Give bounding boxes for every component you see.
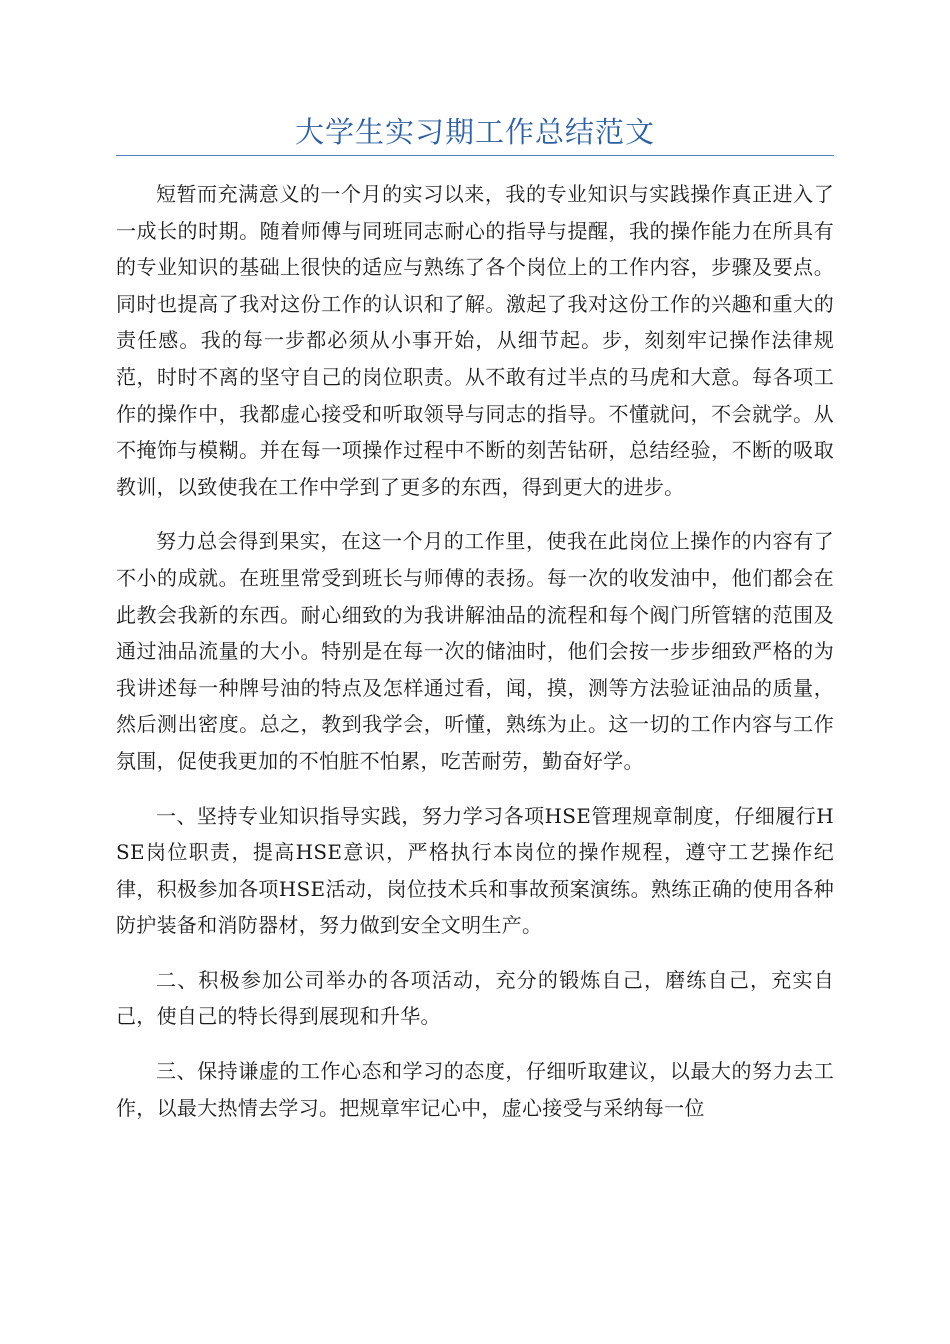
paragraph-3: 一、坚持专业知识指导实践，努力学习各项HSE管理规章制度，仔细履行HSE岗位职责，提高HSE意识，严格执行本岗位的操作规程，遵守工艺操作纪律，积极参加各项HSE活动，岗位技术兵和事故预案演练。熟练正确的使用各种防护装备和消防器材，努力做到安全文明生产。 [116,803,834,938]
paragraph-2: 努力总会得到果实，在这一个月的工作里，使我在此岗位上操作的内容有了不小的成就。在班里常受到班长与师傅的表扬。每一次的收发油中，他们都会在此教会我新的东西。耐心细致的为我讲解油品的流程和每个阀门所管辖的范围及通过油品流量的大小。特别是在每一次的储油时，他们会按一步步细致严格的为我讲述每一种牌号油的特点及怎样通过看，闻，摸，测等方法验证油品的质量，然后测出密度。总之，教到我学会，听懂，熟练为止。这一切的工作内容与工作氛围，促使我更加的不怕脏不怕累，吃苦耐劳，勤奋好学。 [116,529,834,773]
title-underline [116,155,834,156]
paragraph-4: 二、积极参加公司举办的各项活动，充分的锻炼自己，磨练自己，充实自己，使自己的特长得到展现和升华。 [116,967,834,1029]
paragraph-1: 短暂而充满意义的一个月的实习以来，我的专业知识与实践操作真正进入了一成长的时期。随着师傅与同班同志耐心的指导与提醒，我的操作能力在所具有的专业知识的基础上很快的适应与熟练了各个岗位上的工作内容，步骤及要点。同时也提高了我对这份工作的认识和了解。激起了我对这份工作的兴趣和重大的责任感。我的每一步都必须从小事开始，从细节起。步，刻刻牢记操作法律规范，时时不离的坚守自己的岗位职责。从不敢有过半点的马虎和大意。每各项工作的操作中，我都虚心接受和听取领导与同志的指导。不懂就问，不会就学。从不掩饰与模糊。并在每一项操作过程中不断的刻苦钻研，总结经验，不断的吸取教训，以致使我在工作中学到了更多的东西，得到更大的进步。 [116,182,834,499]
document-body [116,176,834,1144]
document-title: 大学生实习期工作总结范文 [294,115,655,149]
paragraph-5: 三、保持谦虚的工作心态和学习的态度，仔细听取建议，以最大的努力去工作，以最大热情去学习。把规章牢记心中，虚心接受与采纳每一位 [116,1059,834,1120]
